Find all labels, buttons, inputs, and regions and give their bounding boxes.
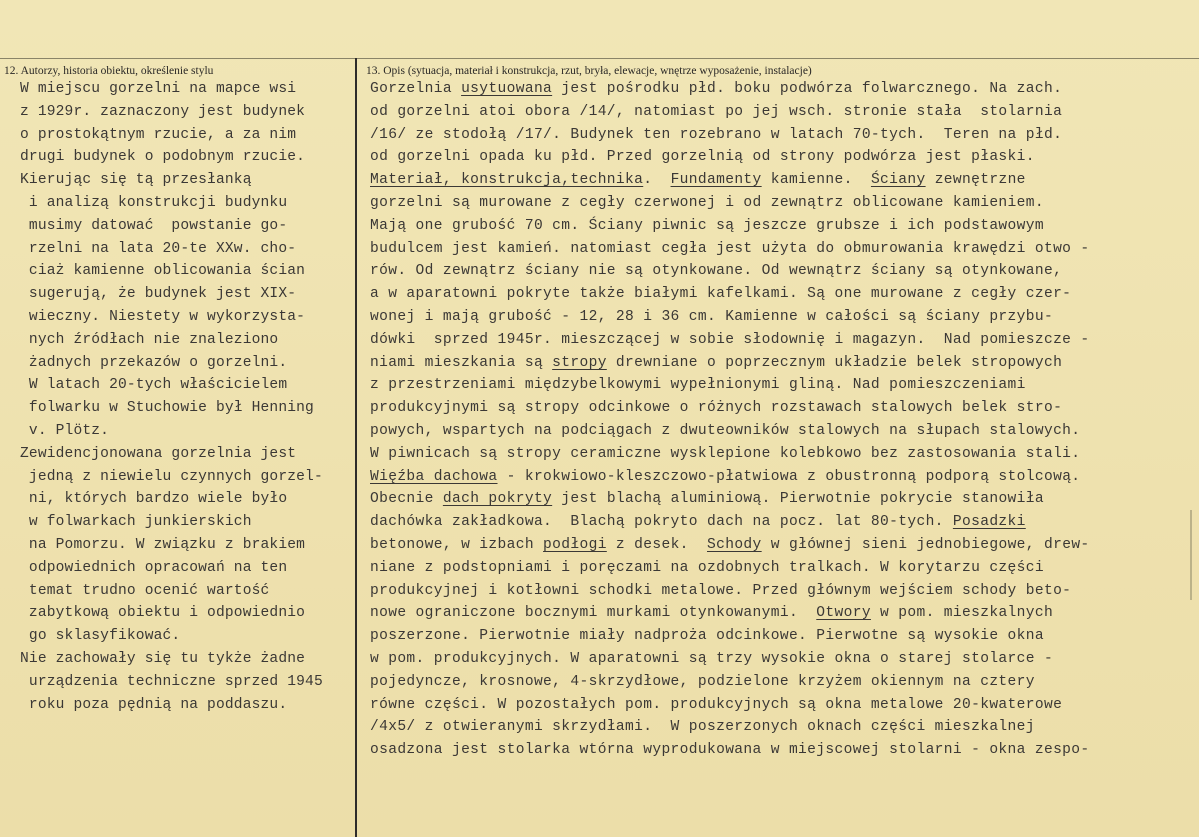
section-12-line: żadnych przekazów o gorzelni. bbox=[20, 354, 288, 371]
section-12-line: z 1929r. zaznaczony jest budynek bbox=[20, 103, 306, 120]
line-text: drewniane o poprzecznym układzie belek stropowych bbox=[606, 354, 1063, 371]
line-text: równe części. W pozostałych pom. produkcyjnych są okna metalowe 20-kwaterowe bbox=[370, 696, 1063, 713]
section-13-line bbox=[370, 238, 1090, 261]
section-12-line: sugerują, że budynek jest XIX- bbox=[20, 286, 297, 303]
underlined-keyword: Schody bbox=[707, 536, 762, 553]
section-13-line bbox=[370, 306, 1090, 329]
section-12-heading: 12. Autorzy, historia obiektu, określenie stylu bbox=[4, 65, 214, 77]
section-13-line bbox=[370, 580, 1090, 603]
line-text: gorzelni są murowane z cegły czerwonej i od zewnątrz oblicowane kamieniem. bbox=[370, 194, 1044, 211]
section-12-line: zabytkową obiektu i odpowiednio bbox=[20, 605, 306, 622]
section-13-line bbox=[370, 283, 1090, 306]
section-13-line bbox=[370, 648, 1090, 671]
section-13-line bbox=[370, 215, 1090, 238]
section-12-text bbox=[20, 78, 323, 716]
line-text: /16/ ze stodołą /17/. Budynek ten rozebrano w latach 70-tych. Teren na płd. bbox=[370, 126, 1063, 143]
section-13-line bbox=[370, 192, 1090, 215]
section-13-line bbox=[370, 329, 1090, 352]
section-12-line: urządzenia techniczne sprzed 1945 bbox=[20, 673, 323, 690]
line-text: produkcyjnej i kotłowni schodki metalowe. Przed głównym wejściem schody beto- bbox=[370, 582, 1072, 599]
section-12-line: ciaż kamienne oblicowania ścian bbox=[20, 263, 306, 280]
line-text: w pom. produkcyjnych. W aparatowni są trzy wysokie okna o starej stolarce - bbox=[370, 650, 1054, 667]
column-divider bbox=[355, 58, 357, 837]
section-13-line bbox=[370, 625, 1090, 648]
section-13-line bbox=[370, 716, 1090, 739]
section-12-line: Nie zachowały się tu tykże żadne bbox=[20, 650, 306, 667]
section-13-line bbox=[370, 443, 1090, 466]
line-text: betonowe, w izbach bbox=[370, 536, 544, 553]
line-text: od gorzelni atoi obora /14/, natomiast po jej wsch. stronie stała stolarnia bbox=[370, 103, 1063, 120]
line-text: /4x5/ z otwieranymi skrzydłami. W poszerzonych oknach części mieszkalnej bbox=[370, 719, 1035, 736]
section-13-line bbox=[370, 374, 1090, 397]
section-13-line bbox=[370, 602, 1090, 625]
line-text: od gorzelni opada ku płd. Przed gorzelnią od strony podwórza jest płaski. bbox=[370, 149, 1035, 166]
section-13-line bbox=[370, 739, 1090, 762]
section-13-line bbox=[370, 260, 1090, 283]
section-12-line: ni, których bardzo wiele było bbox=[20, 491, 288, 508]
section-12-line: Zewidencjonowana gorzelnia jest bbox=[20, 445, 297, 462]
section-13-line bbox=[370, 488, 1090, 511]
line-text: W piwnicach są stropy ceramiczne wysklepione kolebkowo bez zastosowania stali. bbox=[370, 445, 1081, 462]
section-12-line: Kierując się tą przesłanką bbox=[20, 172, 252, 189]
section-12-line: roku poza pędnią na poddaszu. bbox=[20, 696, 288, 713]
line-text: zewnętrzne bbox=[925, 172, 1026, 189]
line-text: . bbox=[643, 172, 671, 189]
section-12-line: i analizą konstrukcji budynku bbox=[20, 194, 288, 211]
underlined-keyword: usytuowana bbox=[461, 81, 553, 97]
underlined-keyword: stropy bbox=[552, 354, 607, 371]
line-text: niami mieszkania są bbox=[370, 354, 553, 371]
underlined-keyword: podłogi bbox=[543, 536, 607, 553]
section-12-line: temat trudno ocenić wartość bbox=[20, 582, 270, 599]
line-text: a w aparatowni pokryte także białymi kafelkami. Są one murowane z cegły czer- bbox=[370, 286, 1072, 303]
line-text: Obecnie bbox=[370, 491, 443, 508]
section-12-line: drugi budynek o podobnym rzucie. bbox=[20, 149, 306, 166]
line-text: kamienne. bbox=[761, 172, 871, 189]
section-13-line bbox=[370, 557, 1090, 580]
section-12-line: odpowiednich opracowań na ten bbox=[20, 559, 288, 576]
section-12-line: rzelni na lata 20-te XXw. cho- bbox=[20, 240, 297, 257]
header-rule bbox=[0, 58, 1199, 59]
line-text: produkcyjnymi są stropy odcinkowe o różnych rozstawach stalowych belek stro- bbox=[370, 400, 1063, 417]
underlined-keyword: Materiał, konstrukcja,technika bbox=[370, 172, 644, 189]
line-text: jest pośrodku płd. boku podwórza folwarcznego. Na zach. bbox=[552, 81, 1063, 97]
line-text: budulcem jest kamień. natomiast cegła jest użyta do obmurowania krawędzi otwo - bbox=[370, 240, 1090, 257]
section-13-line bbox=[370, 397, 1090, 420]
section-13-line bbox=[370, 420, 1090, 443]
section-12-line: folwarku w Stuchowie był Henning bbox=[20, 400, 314, 417]
section-13-line bbox=[370, 78, 1090, 101]
line-text: poszerzone. Pierwotnie miały nadproża odcinkowe. Pierwotne są wysokie okna bbox=[370, 628, 1044, 645]
section-13-line bbox=[370, 534, 1090, 557]
line-text: jest blachą aluminiową. Pierwotnie pokrycie stanowiła bbox=[552, 491, 1044, 508]
section-13-line bbox=[370, 101, 1090, 124]
section-13-line bbox=[370, 169, 1090, 192]
section-12-line: w folwarkach junkierskich bbox=[20, 514, 252, 531]
section-12-line: go sklasyfikować. bbox=[20, 628, 181, 645]
section-12-line: wieczny. Niestety w wykorzysta- bbox=[20, 308, 306, 325]
line-text: z desek. bbox=[606, 536, 707, 553]
line-text: - krokwiowo-kleszczowo-płatwiowa z obustronną podporą stolcową. bbox=[497, 468, 1081, 485]
underlined-keyword: Ściany bbox=[870, 172, 926, 189]
line-text: powych, wspartych na podciągach z dwuteowników stalowych na słupach stalowych. bbox=[370, 422, 1081, 439]
underlined-keyword: Otwory bbox=[816, 605, 871, 622]
line-text: w głównej sieni jednobiegowe, drew- bbox=[761, 536, 1090, 553]
page-edge-mark bbox=[1190, 510, 1192, 600]
section-12-line: o prostokątnym rzucie, a za nim bbox=[20, 126, 297, 143]
section-12-line: jedną z niewielu czynnych gorzel- bbox=[20, 468, 323, 485]
underlined-keyword: dach pokryty bbox=[442, 491, 553, 508]
line-text: niane z podstopniami i poręczami na ozdobnych tralkach. W korytarzu części bbox=[370, 559, 1044, 576]
section-12-line: nych źródłach nie znaleziono bbox=[20, 331, 279, 348]
underlined-keyword: Fundamenty bbox=[670, 172, 762, 189]
line-text: nowe ograniczone bocznymi murkami otynkowanymi. bbox=[370, 605, 817, 622]
section-13-text bbox=[370, 78, 1090, 762]
line-text: Gorzelnia bbox=[370, 81, 462, 97]
line-text: w pom. mieszkalnych bbox=[870, 605, 1054, 622]
underlined-keyword: Więźba dachowa bbox=[370, 468, 498, 485]
section-13-line bbox=[370, 146, 1090, 169]
underlined-keyword: Posadzki bbox=[952, 514, 1026, 531]
line-text: wonej i mają grubość - 12, 28 i 36 cm. Kamienne w całości są ściany przybu- bbox=[370, 308, 1054, 325]
section-12-line: W latach 20-tych właścicielem bbox=[20, 377, 288, 394]
section-12-line: v. Plötz. bbox=[20, 422, 110, 439]
section-12-line: musimy datować powstanie go- bbox=[20, 217, 288, 234]
line-text: rów. Od zewnątrz ściany nie są otynkowane. Od wewnątrz ściany są otynkowane, bbox=[370, 263, 1063, 280]
section-13-line bbox=[370, 511, 1090, 534]
section-13-line bbox=[370, 352, 1090, 375]
line-text: dachówka zakładkowa. Blachą pokryto dach na pocz. lat 80-tych. bbox=[370, 514, 953, 531]
section-13-line bbox=[370, 124, 1090, 147]
section-13-line bbox=[370, 466, 1090, 489]
section-12-line: na Pomorzu. W związku z brakiem bbox=[20, 536, 306, 553]
line-text: z przestrzeniami międzybelkowymi wypełnionymi gliną. Nad pomieszczeniami bbox=[370, 377, 1026, 394]
line-text: pojedyncze, krosnowe, 4-skrzydłowe, podzielone krzyżem okiennym na cztery bbox=[370, 673, 1035, 690]
section-13-heading: 13. Opis (sytuacja, materiał i konstrukcja, rzut, bryła, elewacje, wnętrze wyposażenie, instalacje) bbox=[366, 65, 812, 77]
section-13-line bbox=[370, 694, 1090, 717]
line-text: Mają one grubość 70 cm. Ściany piwnic są jeszcze grubsze i ich podstawowym bbox=[370, 217, 1044, 234]
line-text: osadzona jest stolarka wtórna wyprodukowana w miejscowej stolarni - okna zespo- bbox=[370, 742, 1090, 759]
section-12-line: W miejscu gorzelni na mapce wsi bbox=[20, 81, 297, 97]
line-text: dówki sprzed 1945r. mieszczącej w sobie słodownię i magazyn. Nad pomieszcze - bbox=[370, 331, 1090, 348]
section-13-line bbox=[370, 671, 1090, 694]
